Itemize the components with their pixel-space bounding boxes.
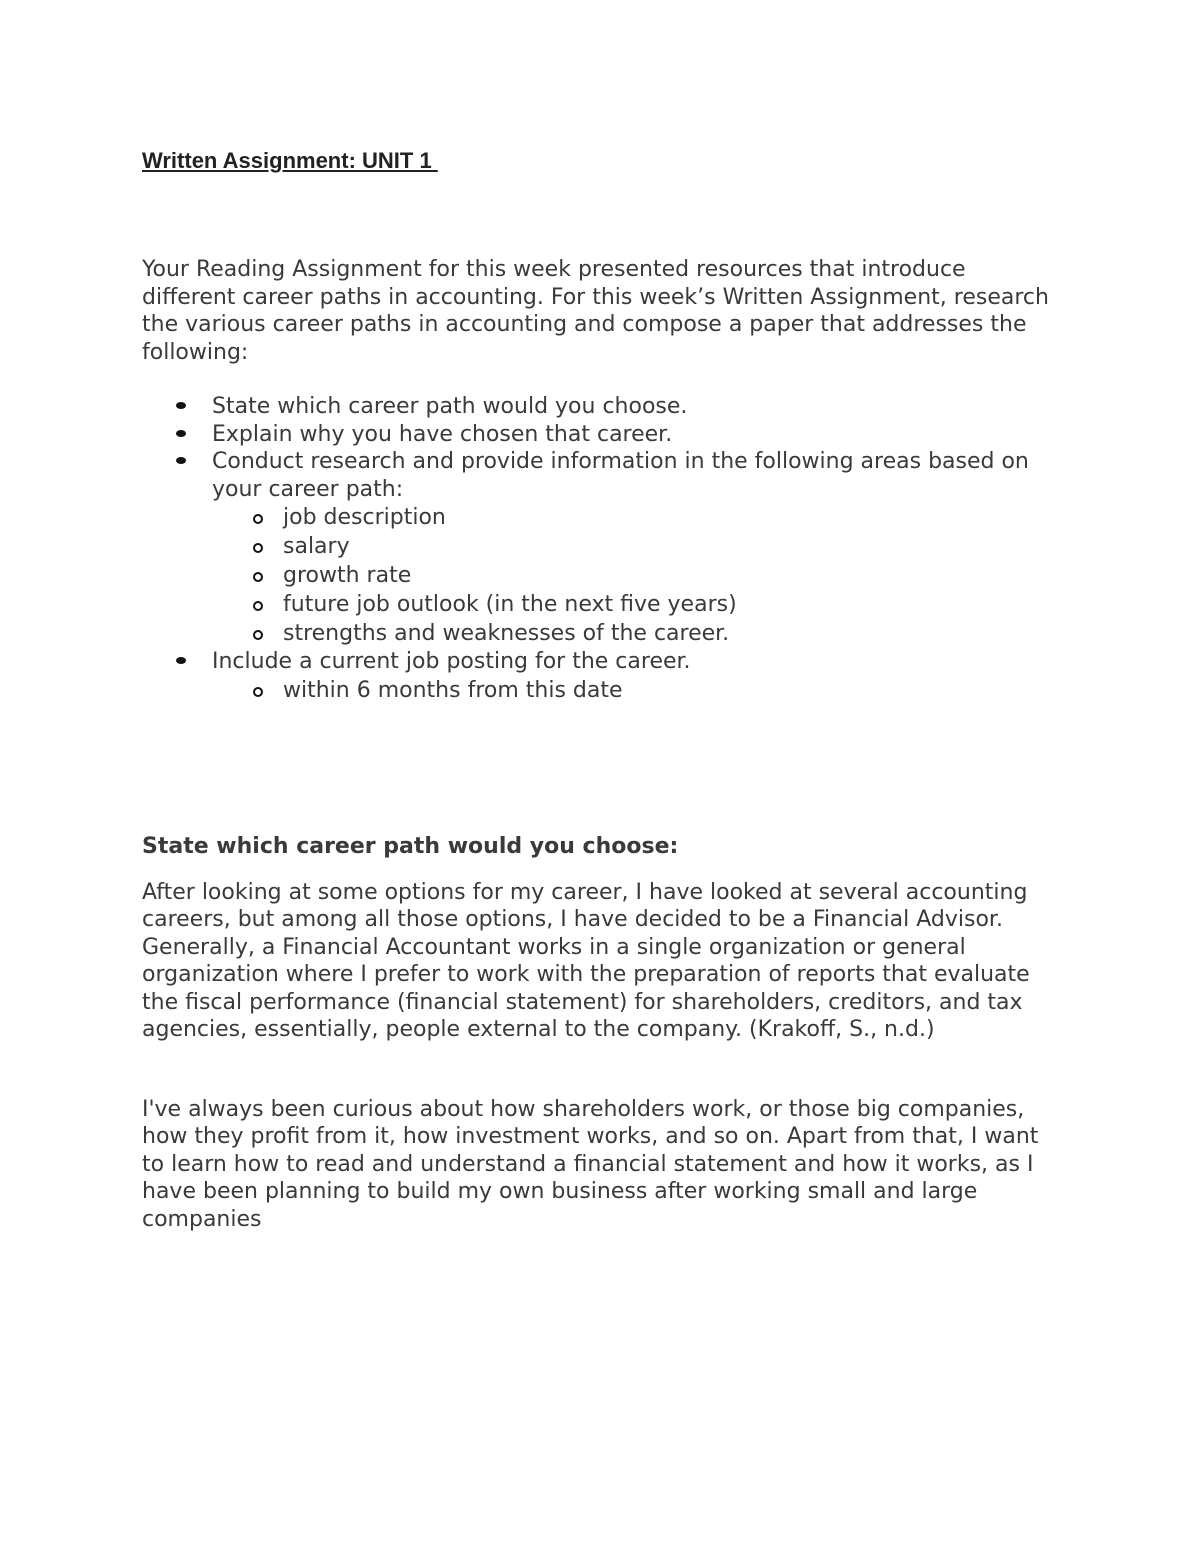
sublist-item-text: future job outlook (in the next five years): [283, 592, 737, 617]
sublist-item: [212, 532, 1062, 561]
list-item-text: State which career path would you choose.: [212, 394, 688, 419]
list-item-text: Explain why you have chosen that career.: [212, 421, 673, 447]
circle-bullet-icon: [253, 630, 263, 640]
bullet-icon: [176, 457, 186, 464]
list-item: [142, 448, 1062, 648]
posting-sublist: [212, 676, 1062, 705]
list-item: [142, 648, 1062, 705]
sublist-item-text: within 6 months from this date: [283, 677, 623, 703]
circle-bullet-icon: [253, 514, 263, 524]
bullet-icon: [176, 430, 186, 437]
sublist-item-text: strengths and weaknesses of the career.: [283, 621, 730, 646]
body-paragraph-1: After looking at some options for my career, I have looked at several accounting careers, but among all those options, I have decided to be a Financial Advisor. Generally, a Financial Accountant works in a single organization or general organization where I prefer to work with the preparation of reports that evaluate the fiscal performance (financial statement) for shareholders, creditors, and tax agencies, essentially, people external to the company. (Krakoff, S., n.d.): [142, 879, 1030, 1042]
body-paragraph-2: I've always been curious about how shareholders work, or those big companies, how they profit from it, how investment works, and so on. Apart from that, I want to learn how to read and understand a financial statement and how it works, as I have been planning to build my own business after working small and large companies: [142, 1096, 1039, 1232]
sublist-item: [212, 503, 1062, 532]
requirements-list: [142, 393, 1062, 705]
sublist-item-text: job description: [283, 505, 446, 530]
sublist-item: [212, 561, 1062, 590]
circle-bullet-icon: [253, 601, 263, 611]
research-sublist: [212, 503, 1062, 648]
circle-bullet-icon: [253, 572, 263, 582]
sublist-item-text: salary: [283, 534, 350, 559]
sublist-item: [212, 619, 1062, 648]
list-item: [142, 393, 1062, 421]
bullet-icon: [176, 657, 186, 664]
bullet-icon: [176, 402, 186, 409]
section-heading: State which career path would you choose:: [142, 833, 679, 859]
document-page: [142, 146, 1062, 1233]
sublist-item-text: growth rate: [283, 563, 412, 588]
document-title: Written Assignment: UNIT 1: [142, 148, 438, 173]
circle-bullet-icon: [253, 543, 263, 553]
circle-bullet-icon: [253, 687, 263, 697]
list-item-text: Include a current job posting for the career.: [212, 649, 691, 674]
sublist-item: [212, 590, 1062, 619]
intro-paragraph: Your Reading Assignment for this week presented resources that introduce different career paths in accounting. For this week’s Written Assignment, research the various career paths in accounting and compose a paper that addresses the following:: [142, 257, 1049, 365]
list-item-text: Conduct research and provide information in the following areas based on your career path:: [212, 449, 1029, 502]
list-item: [142, 421, 1062, 449]
sublist-item: [212, 676, 1062, 705]
